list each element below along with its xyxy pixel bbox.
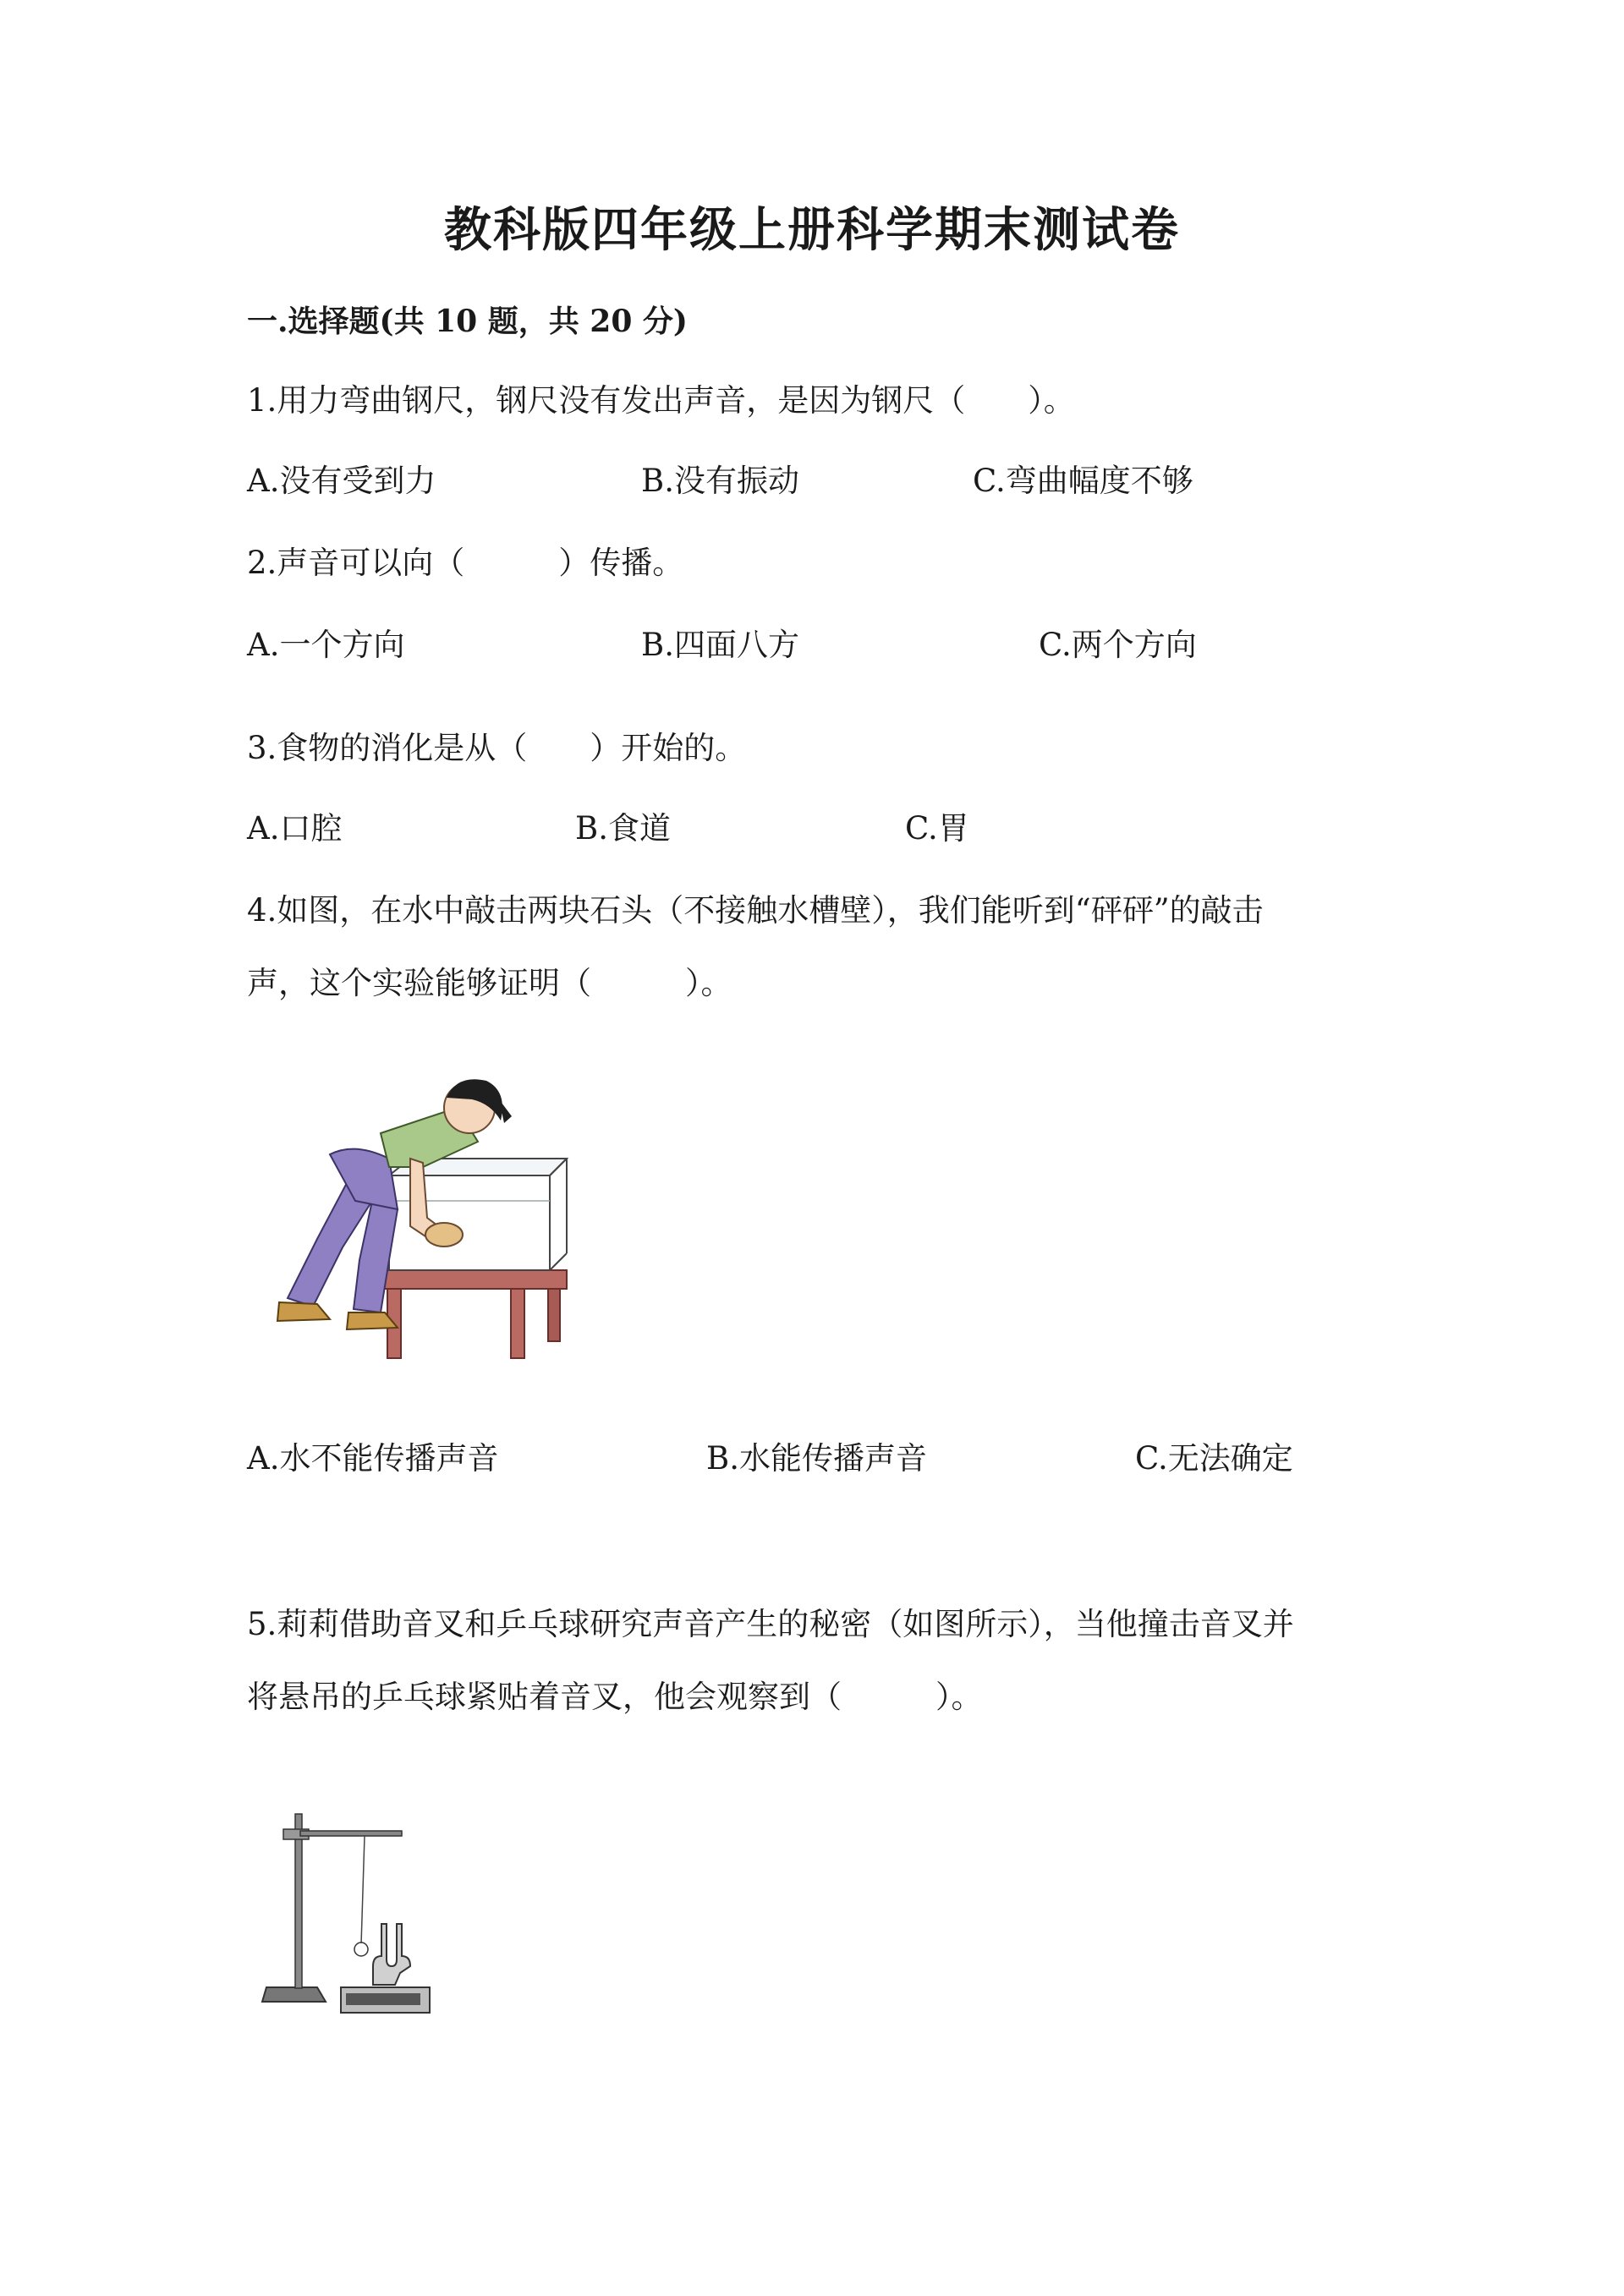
question-1-option-a: A.没有受到力 <box>247 463 436 499</box>
question-4-stem-line-1: 4.如图，在水中敲击两块石头（不接触水槽壁），我们能听到“砰砰”的敲击 <box>247 892 1264 929</box>
question-3-option-c: C.胃 <box>905 810 969 847</box>
section-heading: 一.选择题(共 10 题，共 20 分) <box>247 304 688 339</box>
question-2-option-b: B.四面八方 <box>641 627 799 663</box>
question-2-stem: 2.声音可以向（ ）传播。 <box>247 545 684 581</box>
question-1-option-b: B.没有振动 <box>641 463 799 499</box>
question-2-option-a: A.一个方向 <box>247 627 405 663</box>
question-5-stem-line-1: 5.莉莉借助音叉和乒乓球研究声音产生的秘密（如图所示），当他撞击音叉并 <box>247 1606 1294 1642</box>
question-1-option-c: C.弯曲幅度不够 <box>973 463 1193 499</box>
question-5-stem-line-2: 将悬吊的乒乓球紧贴着音叉，他会观察到（ ）。 <box>247 1679 983 1715</box>
question-4-option-b: B.水能传播声音 <box>706 1440 927 1477</box>
page-title: 教科版四年级上册科学期末测试卷 <box>444 202 1180 258</box>
child-water-tank-illustration <box>254 1074 575 1366</box>
question-3-option-b: B.食道 <box>575 810 671 847</box>
question-1-stem: 1.用力弯曲钢尺，钢尺没有发出声音，是因为钢尺（ ）。 <box>247 382 1075 419</box>
question-3-stem: 3.食物的消化是从（ ）开始的。 <box>247 730 747 766</box>
question-4-option-a: A.水不能传播声音 <box>247 1440 499 1477</box>
question-4-option-c: C.无法确定 <box>1135 1440 1293 1477</box>
tuning-fork-apparatus-illustration <box>258 1806 444 2034</box>
question-2-option-c: C.两个方向 <box>1039 627 1197 663</box>
question-4-stem-line-2: 声，这个实验能够证明（ ）。 <box>247 965 732 1001</box>
question-3-option-a: A.口腔 <box>247 810 343 847</box>
